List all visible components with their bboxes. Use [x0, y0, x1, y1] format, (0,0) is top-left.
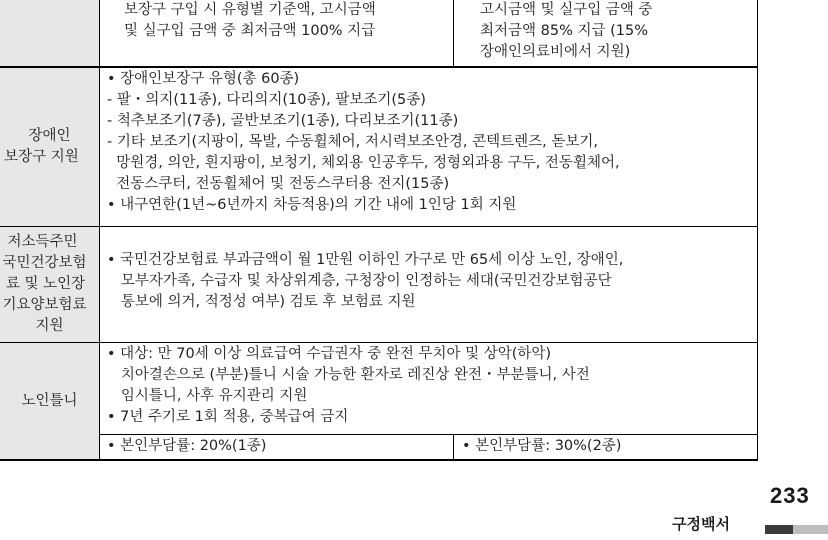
row1-left-line-2: 및 실구입 금액 중 최저금액 100% 지급	[124, 23, 376, 39]
row4-header-line-1: 노인틀니	[21, 392, 78, 409]
row1-right-text	[480, 0, 653, 63]
row1-left-line-1: 보장구 구입 시 유형별 기준액, 고시금액	[124, 2, 376, 18]
row4-line-2: 치아결손으로 (부분)틀니 시술 가능한 환자로 레진상 완전・부분틀니, 사전	[107, 367, 590, 383]
table-bottom-border	[0, 459, 758, 461]
row1-right-line-3: 장애인의료비에서 지원)	[480, 44, 631, 60]
footer-bar-dark	[765, 525, 793, 534]
row1-left-text	[124, 0, 376, 42]
row1-middle-divider	[453, 0, 454, 67]
row3-line-2: 모부자가족, 수급자 및 차상위계층, 구청장이 인정하는 세대(국민건강보험공단	[107, 273, 612, 289]
row4-split-top-border	[99, 434, 758, 435]
row2-line-4: - 기타 보조기(지팡이, 목발, 수동휠체어, 저시력보조안경, 콘텍트렌즈, 돋보기,	[107, 134, 599, 150]
row1-bottom-border	[0, 66, 758, 68]
row4-line-1: • 대상: 만 70세 이상 의료급여 수급권자 중 완전 무치아 및 상악(하악)	[107, 346, 552, 362]
row3-line-1: • 국민건강보험료 부과금액이 월 1만원 이하인 가구로 만 65세 이상 노인, 장애인,	[107, 252, 624, 268]
row3-header-line-3: 료 및 노인장	[5, 275, 86, 292]
row2-bullet-line-2: • 내구연한(1년~6년까지 차등적용)의 기간 내에 1인당 1회 지원	[107, 197, 517, 213]
row2-bullet-line: • 장애인보장구 유형(총 60종)	[107, 71, 300, 87]
row2-line-2: - 팔・의지(11종), 다리의지(10종), 팔보조기(5종)	[107, 92, 426, 108]
row3-header-line-2: 국민건강보험	[2, 254, 87, 271]
row3-header-line-1: 저소득주민	[7, 233, 78, 250]
row1-header-cell	[0, 0, 99, 67]
row2-line-5: 망원경, 의안, 흰지팡이, 보청기, 체외용 인공후두, 정형외과용 구두, 전동휠체어,	[107, 155, 620, 171]
table-right-border	[757, 0, 758, 460]
row2-header-line-2: 보장구 지원	[4, 148, 79, 165]
row4-split-right: • 본인부담률: 30%(2종)	[462, 438, 622, 454]
row1-right-line-1: 고시금액 및 실구입 금액 중	[480, 2, 653, 18]
row2-header-cell	[0, 67, 99, 226]
row3-header-line-4: 기요양보험료	[2, 296, 87, 313]
row3-content	[107, 250, 623, 313]
row3-header-cell	[0, 226, 99, 342]
row4-split-left: • 본인부담률: 20%(1종)	[107, 438, 267, 454]
row4-middle-divider	[453, 434, 454, 460]
book-title: 구정백서	[672, 515, 730, 533]
row2-line-3: - 척추보조기(7종), 골반보조기(1종), 다리보조기(11종)	[107, 113, 459, 129]
row2-content	[107, 69, 620, 216]
header-column-border	[99, 0, 100, 460]
row3-bottom-border	[0, 342, 758, 343]
row4-line-4: • 7년 주기로 1회 적용, 중복급여 금지	[107, 409, 349, 425]
row2-header-line-1: 장애인	[28, 127, 71, 144]
row3-header-line-5: 지원	[35, 317, 64, 334]
page-number: 233	[770, 483, 810, 508]
footer-bar-light	[793, 525, 828, 534]
row1-right-line-2: 최저금액 85% 지급 (15%	[480, 23, 648, 39]
row4-content	[107, 344, 590, 428]
row2-bottom-border	[0, 226, 758, 227]
row2-line-6: 전동스쿠터, 전동휠체어 및 전동스쿠터용 전지(15종)	[107, 176, 450, 192]
row4-line-3: 임시틀니, 사후 유지관리 지원	[107, 388, 308, 404]
row4-header-cell	[0, 342, 99, 460]
row3-line-3: 통보에 의거, 적정성 여부) 검토 후 보험료 지원	[107, 294, 416, 310]
